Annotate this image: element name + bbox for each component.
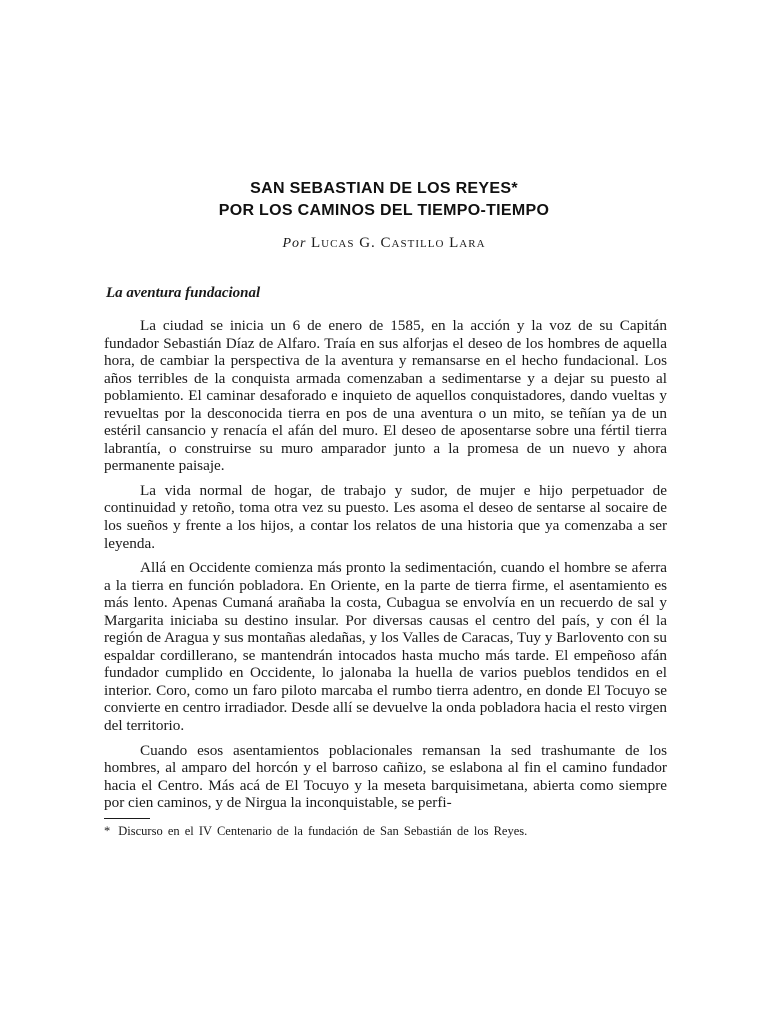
- footnote-divider: [104, 818, 150, 819]
- footnote: [104, 824, 667, 839]
- footnote-text: Discurso en el IV Centenario de la fundación de San Sebastián de los Reyes.: [118, 824, 528, 838]
- article-title-line-2: POR LOS CAMINOS DEL TIEMPO-TIEMPO: [218, 202, 550, 219]
- article-body: [104, 317, 667, 819]
- article-title-line-1: SAN SEBASTIAN DE LOS REYES*: [250, 180, 518, 197]
- author-prefix: Por: [282, 236, 307, 251]
- author-name: Lucas G. Castillo Lara: [310, 235, 486, 251]
- paragraph: Cuando esos asentamientos poblacionales remansan la sed trashumante de los hombres, al amparo del horcón y el barroso cañizo, se eslabona al fin el camino fundador hacia el Centro. Más acá de El Tocuyo y la meseta barquisimetana, abierta como siempre por cien caminos, y de Nirgua la inconquistable, se perfi-: [104, 741, 667, 812]
- paragraph: La vida normal de hogar, de trabajo y sudor, de mujer e hijo perpetuador de continuidad y retoño, toma otra vez su puesto. Les asoma el deseo de sentarse al socaire de los sueños y frente a los hijos, a contar los relatos de una historia que ya comenzaba a ser leyenda.: [104, 481, 667, 552]
- author-byline: [0, 235, 768, 252]
- section-heading: La aventura fundacional: [106, 285, 261, 301]
- paragraph: La ciudad se inicia un 6 de enero de 1585, en la acción y la voz de su Capitán fundador Sebastián Díaz de Alfaro. Traía en sus alforjas el deseo de los hombres de aquella hora, de cambiar la perspectiva de la aventura y remansarse en el hecho fundacional. Los años terribles de la conquista armada comenzaban a sedimentarse y a dejar su puesto al poblamiento. El caminar desaforado e inquieto de aquellos conquistadores, dando vueltas y revueltas por la desconocida tierra en pos de una aventura o un mito, se teñían ya de un estéril cansancio y renacía el afán del muro. El deseo de aposentarse sobre una fértil tierra labrantía, o construirse su muro amparador junto a la promesa de un nuevo y ahora permanente paisaje.: [104, 317, 667, 475]
- paragraph: Allá en Occidente comienza más pronto la sedimentación, cuando el hombre se aferra a la tierra en función pobladora. En Oriente, en la parte de tierra firme, el asentamiento es más lento. Apenas Cumaná arañaba la costa, Cubagua se envolvía en un recuerdo de sal y Margarita iniciaba su destino insular. Por diversas causas el centro del país, y con él la región de Aragua y sus montañas aledañas, y los Valles de Caracas, Tuy y Barlovento con su espaldar cordillerano, se mantendrán intocados hasta mucho más tarde. El empeñoso afán fundador cumplido en Occidente, lo jalonaba la huella de varios pueblos tendidos en el interior. Coro, como un faro piloto marcaba el rumbo tierra adentro, en donde El Tocuyo se convierte en centro irradiador. Desde allí se devuelve la onda pobladora hacia el resto virgen del territorio.: [104, 559, 667, 735]
- footnote-mark: *: [104, 824, 111, 838]
